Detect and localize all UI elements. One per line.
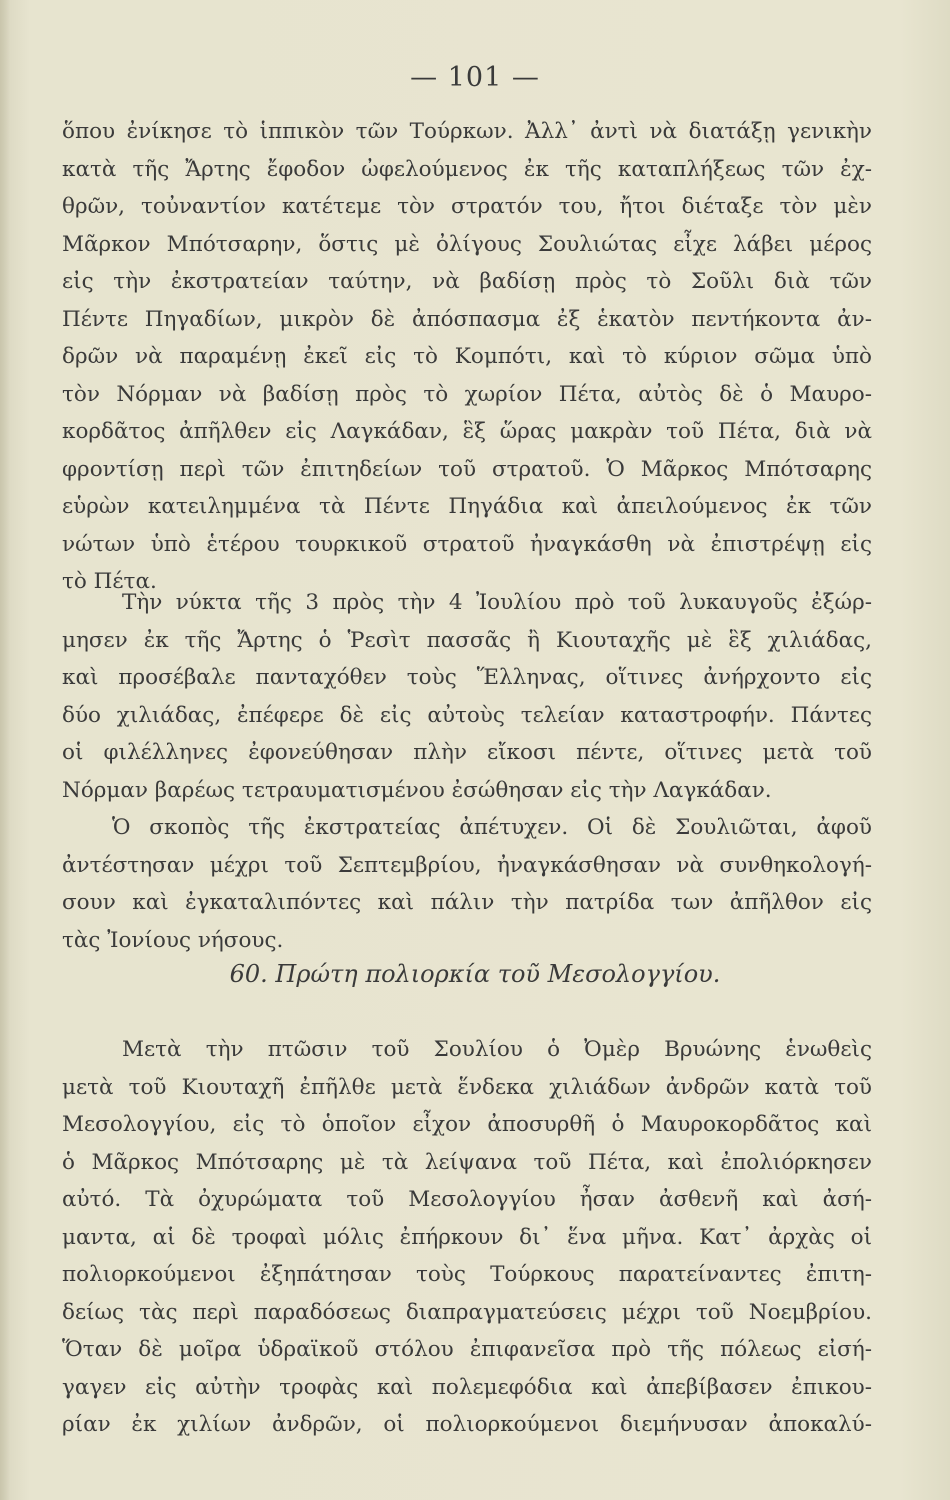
text-line: μησεν ἐκ τῆς Ἄρτης ὁ Ῥεσὶτ πασσᾶς ἢ Κιουταχῆς μὲ ἓξ χιλιάδας, xyxy=(62,627,872,653)
text-line: ὅπου ἐνίκησε τὸ ἱππικὸν τῶν Τούρκων. Ἀλλ᾽ ἀντὶ νὰ διατάξῃ γενικὴν xyxy=(62,119,872,144)
section-heading: 60. Πρώτη πολιορκία τοῦ Μεσολογγίου. xyxy=(229,960,721,988)
text-line: Πέντε Πηγαδίων, μικρὸν δὲ ἀπόσπασμα ἐξ ἑκατὸν πεντήκοντα ἀν- xyxy=(62,306,872,332)
paragraph-4 xyxy=(62,1031,872,1444)
text-line: δρῶν νὰ παραμένῃ ἐκεῖ εἰς τὸ Κομπότι, καὶ τὸ κύριον σῶμα ὑπὸ xyxy=(62,344,872,369)
text-line: Μετὰ τὴν πτῶσιν τοῦ Σουλίου ὁ Ὀμὲρ Βρυώνης ἑνωθεὶς xyxy=(122,1037,872,1062)
text-line: ἀντέστησαν μέχρι τοῦ Σεπτεμβρίου, ἠναγκάσθησαν νὰ συνθηκολογή- xyxy=(62,852,872,878)
text-line: κορδᾶτος ἀπῆλθεν εἰς Λαγκάδαν, ἓξ ὥρας μακρὰν τοῦ Πέτα, διὰ νὰ xyxy=(62,419,872,444)
text-line: κατὰ τῆς Ἄρτης ἔφοδον ὠφελούμενος ἐκ τῆς καταπλήξεως τῶν ἐχ- xyxy=(62,156,872,182)
text-line: Μεσολογγίου, εἰς τὸ ὁποῖον εἶχον ἀποσυρθῆ ὁ Μαυροκορδᾶτος καὶ xyxy=(62,1112,872,1137)
text-line: σουν καὶ ἐγκαταλιπόντες καὶ πάλιν τὴν πατρίδα των ἀπῆλθον εἰς xyxy=(62,890,872,915)
paragraph-1 xyxy=(62,113,872,601)
text-line: φροντίσῃ περὶ τῶν ἐπιτηδείων τοῦ στρατοῦ. Ὁ Μᾶρκος Μπότσαρης xyxy=(62,456,872,482)
text-line: τὸν Νόρμαν νὰ βαδίσῃ πρὸς τὸ χωρίον Πέτα, αὐτὸς δὲ ὁ Μαυρο- xyxy=(62,381,872,407)
text-line: δύο χιλιάδας, ἐπέφερε δὲ εἰς αὐτοὺς τελείαν καταστροφήν. Πάντες xyxy=(62,702,872,728)
text-line: νώτων ὑπὸ ἑτέρου τουρκικοῦ στρατοῦ ἠναγκάσθη νὰ ἐπιστρέψῃ εἰς xyxy=(62,531,872,557)
text-line: μετὰ τοῦ Κιουταχῆ ἐπῆλθε μετὰ ἕνδεκα χιλιάδων ἀνδρῶν κατὰ τοῦ xyxy=(62,1074,872,1100)
text-line: θρῶν, τοὐναντίον κατέτεμε τὸν στρατόν του, ἤτοι διέταξε τὸν μὲν xyxy=(62,194,872,219)
text-line: εἰς τὴν ἐκστρατείαν ταύτην, νὰ βαδίσῃ πρὸς τὸ Σοῦλι διὰ τῶν xyxy=(62,269,872,294)
paragraph-3 xyxy=(62,809,872,959)
page-spine-shadow xyxy=(0,0,10,1500)
text-line: δείως τὰς περὶ παραδόσεως διαπραγματεύσεις μέχρι τοῦ Νοεμβρίου. xyxy=(62,1299,872,1325)
text-line: τὰς Ἰονίους νήσους. xyxy=(62,927,284,953)
page-number: — 101 — xyxy=(410,62,540,93)
text-line: τὸ Πέτα. xyxy=(62,569,157,594)
text-line: οἱ φιλέλληνες ἐφονεύθησαν πλὴν εἴκοσι πέντε, οἵτινες μετὰ τοῦ xyxy=(62,740,872,765)
text-line: Ὁ σκοπὸς τῆς ἐκστρατείας ἀπέτυχεν. Οἱ δὲ Σουλιῶται, ἀφοῦ xyxy=(112,815,872,840)
paragraph-2 xyxy=(62,584,872,809)
text-line: καὶ προσέβαλε πανταχόθεν τοὺς Ἕλληνας, οἵτινες ἀνήρχοντο εἰς xyxy=(62,665,872,690)
text-line: πολιορκούμενοι ἐξηπάτησαν τοὺς Τούρκους παρατείναντες ἐπιτη- xyxy=(62,1262,872,1287)
text-line: Νόρμαν βαρέως τετραυματισμένου ἐσώθησαν εἰς τὴν Λαγκάδαν. xyxy=(62,777,772,803)
text-line: αὐτό. Τὰ ὀχυρώματα τοῦ Μεσολογγίου ἦσαν ἀσθενῆ καὶ ἀσή- xyxy=(62,1187,872,1212)
text-line: Ὅταν δὲ μοῖρα ὑδραϊκοῦ στόλου ἐπιφανεῖσα πρὸ τῆς πόλεως εἰσή- xyxy=(62,1337,872,1362)
text-line: Μᾶρκον Μπότσαρην, ὅστις μὲ ὀλίγους Σουλιώτας εἶχε λάβει μέρος xyxy=(62,231,872,257)
text-line: ὁ Μᾶρκος Μπότσαρης μὲ τὰ λείψανα τοῦ Πέτα, καὶ ἐπολιόρκησεν xyxy=(62,1149,872,1175)
text-line: μαντα, αἱ δὲ τροφαὶ μόλις ἐπήρκουν δι᾽ ἕνα μῆνα. Κατ᾽ ἀρχὰς οἱ xyxy=(62,1224,872,1250)
text-line: ρίαν ἐκ χιλίων ἀνδρῶν, οἱ πολιορκούμενοι διεμήνυσαν ἀποκαλύ- xyxy=(62,1412,872,1437)
text-line: γαγεν εἰς αὐτὴν τροφὰς καὶ πολεμεφόδια καὶ ἀπεβίβασεν ἐπικου- xyxy=(62,1374,872,1400)
text-line: εὑρὼν κατειλημμένα τὰ Πέντε Πηγάδια καὶ ἀπειλούμενος ἐκ τῶν xyxy=(62,494,872,519)
text-line: Τὴν νύκτα τῆς 3 πρὸς τὴν 4 Ἰουλίου πρὸ τοῦ λυκαυγοῦς ἐξώρ- xyxy=(122,590,872,615)
